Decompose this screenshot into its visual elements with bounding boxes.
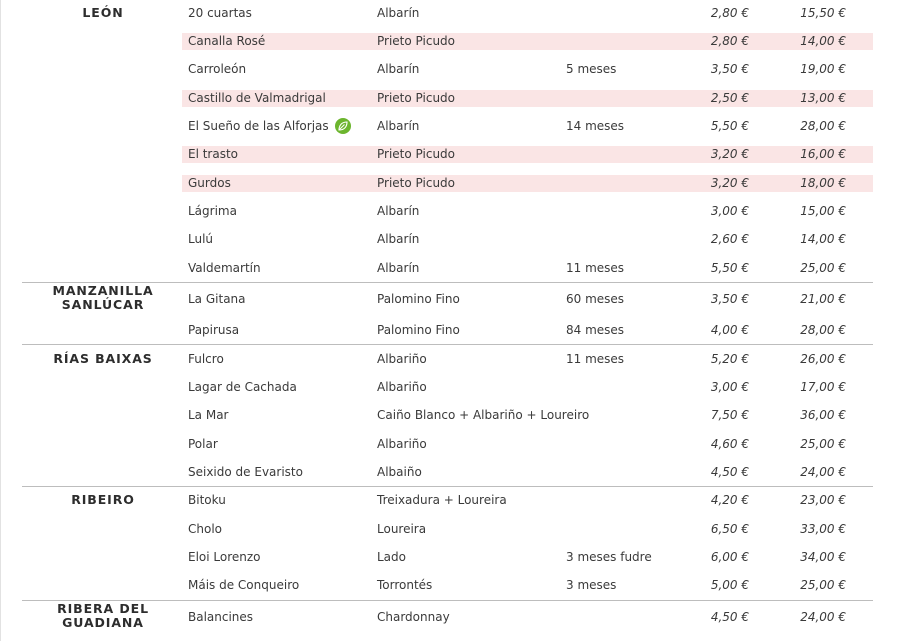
wine-row xyxy=(182,464,873,481)
price-glass: 5,00 € xyxy=(710,577,749,592)
price-glass: 5,50 € xyxy=(710,260,749,275)
price-glass: 4,50 € xyxy=(710,464,749,479)
wine-name-text: Valdemartín xyxy=(188,260,261,275)
price-bottle: 25,00 € xyxy=(800,260,846,275)
price-glass: 6,00 € xyxy=(710,549,749,564)
price-bottle: 21,00 € xyxy=(800,291,846,306)
wine-row xyxy=(182,146,873,163)
price-bottle: 25,00 € xyxy=(800,436,846,451)
wine-aging: 60 meses xyxy=(566,291,625,306)
region-separator xyxy=(22,344,873,345)
price-glass: 2,80 € xyxy=(710,33,749,48)
wine-name-text: Canalla Rosé xyxy=(188,33,266,48)
wine-grape: Prieto Picudo xyxy=(377,175,456,190)
wine-row xyxy=(182,203,873,220)
wine-name xyxy=(188,90,326,107)
price-glass: 3,20 € xyxy=(710,146,749,161)
wine-name xyxy=(188,231,213,248)
wine-name-text: Máis de Conqueiro xyxy=(188,577,300,592)
wine-row xyxy=(182,549,873,566)
wine-grape: Albarín xyxy=(377,118,420,133)
price-glass: 4,50 € xyxy=(710,609,749,624)
wine-row xyxy=(182,33,873,50)
wine-grape: Palomino Fino xyxy=(377,322,460,337)
leaf-eco-icon xyxy=(335,118,351,134)
wine-grape: Chardonnay xyxy=(377,609,450,624)
region-title: RIBEIRO xyxy=(71,492,135,507)
wine-name-text: Balancines xyxy=(188,609,254,624)
wine-name xyxy=(188,351,224,368)
region-title: LEÓN xyxy=(82,5,124,20)
wine-row xyxy=(182,61,873,78)
wine-name xyxy=(188,260,261,277)
wine-name-text: Lulú xyxy=(188,231,214,246)
region-title: RÍAS BAIXAS xyxy=(53,351,153,366)
price-glass: 7,50 € xyxy=(710,407,749,422)
wine-name-text: Castillo de Valmadrigal xyxy=(188,90,326,105)
wine-grape: Prieto Picudo xyxy=(377,146,456,161)
wine-grape: Loureira xyxy=(377,521,427,536)
price-bottle: 36,00 € xyxy=(800,407,846,422)
wine-name xyxy=(188,379,297,396)
wine-name xyxy=(188,322,239,339)
wine-name-text: Polar xyxy=(188,436,218,451)
region-separator xyxy=(22,282,873,283)
wine-name-text: Lagar de Cachada xyxy=(188,379,297,394)
region-separator xyxy=(22,600,873,601)
wine-grape: Albarín xyxy=(377,5,420,20)
wine-name-text: El Sueño de las Alforjas xyxy=(188,118,329,133)
wine-row xyxy=(182,609,873,626)
wine-aging: 14 meses xyxy=(566,118,625,133)
price-bottle: 18,00 € xyxy=(800,175,846,190)
wine-row xyxy=(182,231,873,248)
wine-grape: Albarín xyxy=(377,203,420,218)
wine-aging: 11 meses xyxy=(566,351,625,366)
wine-name-text: Seixido de Evaristo xyxy=(188,464,303,479)
price-glass: 3,50 € xyxy=(710,61,749,76)
price-glass: 4,60 € xyxy=(710,436,749,451)
price-bottle: 28,00 € xyxy=(800,118,846,133)
wine-grape: Albarín xyxy=(377,260,420,275)
price-glass: 3,00 € xyxy=(710,203,749,218)
price-bottle: 28,00 € xyxy=(800,322,846,337)
price-glass: 2,60 € xyxy=(710,231,749,246)
price-glass: 2,80 € xyxy=(710,5,749,20)
wine-grape: Prieto Picudo xyxy=(377,90,456,105)
wine-row xyxy=(182,379,873,396)
wine-name xyxy=(188,61,246,78)
price-bottle: 23,00 € xyxy=(800,492,846,507)
wine-name-text: Fulcro xyxy=(188,351,224,366)
region-title: MANZANILLA SANLÚCAR xyxy=(52,283,154,312)
wine-grape: Lado xyxy=(377,549,406,564)
price-glass: 3,00 € xyxy=(710,379,749,394)
price-bottle: 15,50 € xyxy=(800,5,846,20)
wine-row xyxy=(182,521,873,538)
wine-row xyxy=(182,351,873,368)
wine-name xyxy=(188,5,252,22)
wine-name-text: La Gitana xyxy=(188,291,246,306)
price-bottle: 13,00 € xyxy=(800,90,846,105)
price-glass: 3,20 € xyxy=(710,175,749,190)
wine-name xyxy=(188,407,229,424)
wine-grape: Palomino Fino xyxy=(377,291,460,306)
wine-aging: 84 meses xyxy=(566,322,625,337)
price-bottle: 15,00 € xyxy=(800,203,846,218)
wine-aging: 3 meses fudre xyxy=(566,549,652,564)
wine-grape: Albarín xyxy=(377,231,420,246)
wine-name xyxy=(188,33,265,50)
wine-name xyxy=(188,146,238,163)
price-bottle: 34,00 € xyxy=(800,549,846,564)
price-bottle: 19,00 € xyxy=(800,61,846,76)
wine-name xyxy=(188,291,246,308)
wine-name-text: Eloi Lorenzo xyxy=(188,549,261,564)
wine-row xyxy=(182,5,873,22)
price-bottle: 24,00 € xyxy=(800,464,846,479)
price-bottle: 25,00 € xyxy=(800,577,846,592)
wine-name-text: El trasto xyxy=(188,146,239,161)
price-glass: 6,50 € xyxy=(710,521,749,536)
price-glass: 3,50 € xyxy=(710,291,749,306)
price-glass: 5,20 € xyxy=(710,351,749,366)
wine-name-text: Cholo xyxy=(188,521,223,536)
wine-name xyxy=(188,203,237,220)
price-glass: 2,50 € xyxy=(710,90,749,105)
wine-row xyxy=(182,492,873,509)
wine-grape: Albariño xyxy=(377,379,427,394)
price-glass: 5,50 € xyxy=(710,118,749,133)
wine-grape: Prieto Picudo xyxy=(377,33,456,48)
price-bottle: 14,00 € xyxy=(800,33,846,48)
wine-name xyxy=(188,609,253,626)
price-bottle: 14,00 € xyxy=(800,231,846,246)
price-bottle: 24,00 € xyxy=(800,609,846,624)
wine-name-text: Lágrima xyxy=(188,203,237,218)
wine-row xyxy=(182,118,873,135)
wine-name xyxy=(188,549,261,566)
wine-name xyxy=(188,521,222,538)
wine-row xyxy=(182,90,873,107)
wine-aging: 5 meses xyxy=(566,61,617,76)
price-bottle: 26,00 € xyxy=(800,351,846,366)
wine-name xyxy=(188,492,226,509)
wine-grape: Torrontés xyxy=(377,577,433,592)
wine-grape: Albariño xyxy=(377,351,427,366)
wine-name xyxy=(188,175,231,192)
wine-name-text: 20 cuartas xyxy=(188,5,252,20)
wine-name-text: Gurdos xyxy=(188,175,231,190)
price-glass: 4,00 € xyxy=(710,322,749,337)
wine-row xyxy=(182,175,873,192)
wine-aging: 3 meses xyxy=(566,577,617,592)
price-bottle: 17,00 € xyxy=(800,379,846,394)
wine-name xyxy=(188,464,303,481)
region-separator xyxy=(22,486,873,487)
wine-row xyxy=(182,407,873,424)
wine-row xyxy=(182,322,873,339)
wine-row xyxy=(182,260,873,277)
wine-row xyxy=(182,577,873,594)
wine-name xyxy=(188,118,351,135)
wine-name-text: Carroleón xyxy=(188,61,247,76)
wine-grape: Treixadura + Loureira xyxy=(377,492,507,507)
wine-grape: Caiño Blanco + Albariño + Loureiro xyxy=(377,407,590,422)
region-title: RIBERA DEL GUADIANA xyxy=(57,601,149,630)
wine-aging: 11 meses xyxy=(566,260,625,275)
wine-grape: Albarín xyxy=(377,61,420,76)
wine-name-text: Bitoku xyxy=(188,492,226,507)
wine-row xyxy=(182,291,873,308)
price-bottle: 33,00 € xyxy=(800,521,846,536)
wine-name-text: La Mar xyxy=(188,407,229,422)
wine-grape: Albariño xyxy=(377,436,427,451)
wine-name xyxy=(188,436,218,453)
wine-grape: Albaiño xyxy=(377,464,422,479)
wine-row xyxy=(182,436,873,453)
wine-name-text: Papirusa xyxy=(188,322,240,337)
wine-name xyxy=(188,577,299,594)
price-bottle: 16,00 € xyxy=(800,146,846,161)
price-glass: 4,20 € xyxy=(710,492,749,507)
